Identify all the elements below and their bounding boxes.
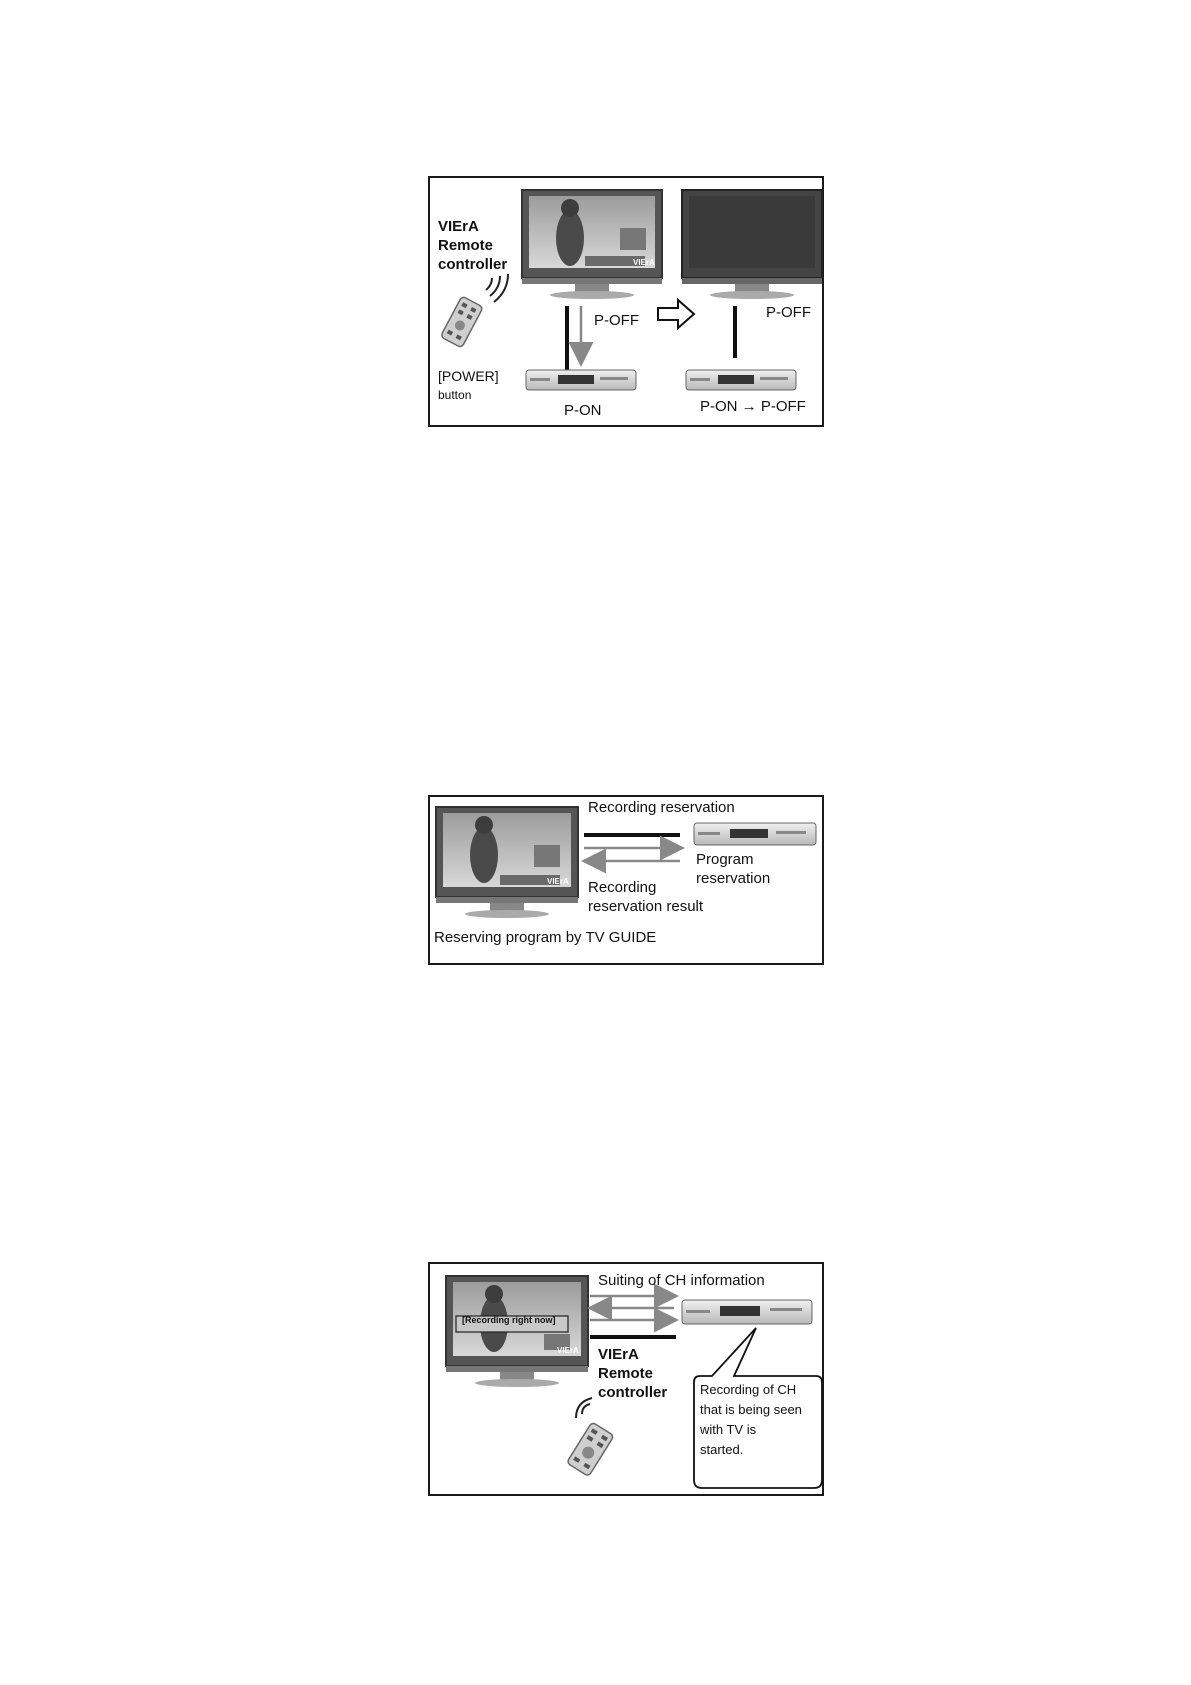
reservation-result-label [588,879,703,917]
remote-control-icon [567,1422,614,1476]
remote-title-line1: VIErA [598,1346,639,1363]
remote-title-line2: Remote [598,1364,654,1382]
arrow-label-p-off-right: P-OFF [766,304,811,321]
tv-brand-text: VIErA [557,1346,579,1355]
reservation-result-line2: reservation result [588,897,704,915]
power-label: [POWER] [438,368,499,384]
transition-arrow-icon [658,300,694,328]
remote-title [438,218,507,274]
tv-brand-text: VIErA [547,877,569,886]
remote-title-line3: controller [598,1383,668,1401]
program-reservation-line1: Program [696,851,754,868]
signal-waves-icon [486,274,508,302]
button-label: button [438,388,472,402]
program-reservation-label [696,851,770,889]
reservation-result-line1: Recording [588,879,657,896]
bubble-text [700,1380,802,1461]
program-reservation-line2: reservation [696,869,771,887]
recorder-left-state: P-ON [564,402,602,419]
remote-title [598,1346,667,1402]
panel-caption: Reserving program by TV GUIDE [434,929,657,946]
recorder [694,823,816,845]
tv-brand-text: VIErA [633,258,655,267]
tv-on-left [522,190,662,299]
remote-control-icon [440,296,483,348]
remote-title-line3: controller [438,255,508,273]
tv-on [436,807,578,918]
recorder-left [526,370,636,390]
one-touch-recording-panel [428,1262,824,1496]
power-off-link-panel [428,176,824,427]
recording-now-overlay: [Recording right now] [462,1315,556,1325]
bubble-text-line3: with TV is [700,1422,757,1438]
ch-info-label: Suiting of CH information [598,1272,765,1289]
remote-title-line2: Remote [438,236,494,254]
tv-off-right [682,190,822,299]
signal-waves-icon [576,1398,592,1418]
recording-reservation-panel [428,795,824,965]
recorder-right [686,370,796,390]
bubble-text-line4: started. [700,1442,744,1458]
recorder [682,1300,812,1324]
tv-on [446,1276,588,1387]
remote-title-line1: VIErA [438,218,479,235]
arrow-label-p-off-left: P-OFF [594,312,639,329]
bubble-text-line2: that is being seen [700,1402,802,1418]
bubble-text-line1: Recording of CH [700,1382,797,1397]
recording-reservation-label: Recording reservation [588,799,735,816]
recorder-right-state: P-ON → P-OFF [700,398,806,415]
